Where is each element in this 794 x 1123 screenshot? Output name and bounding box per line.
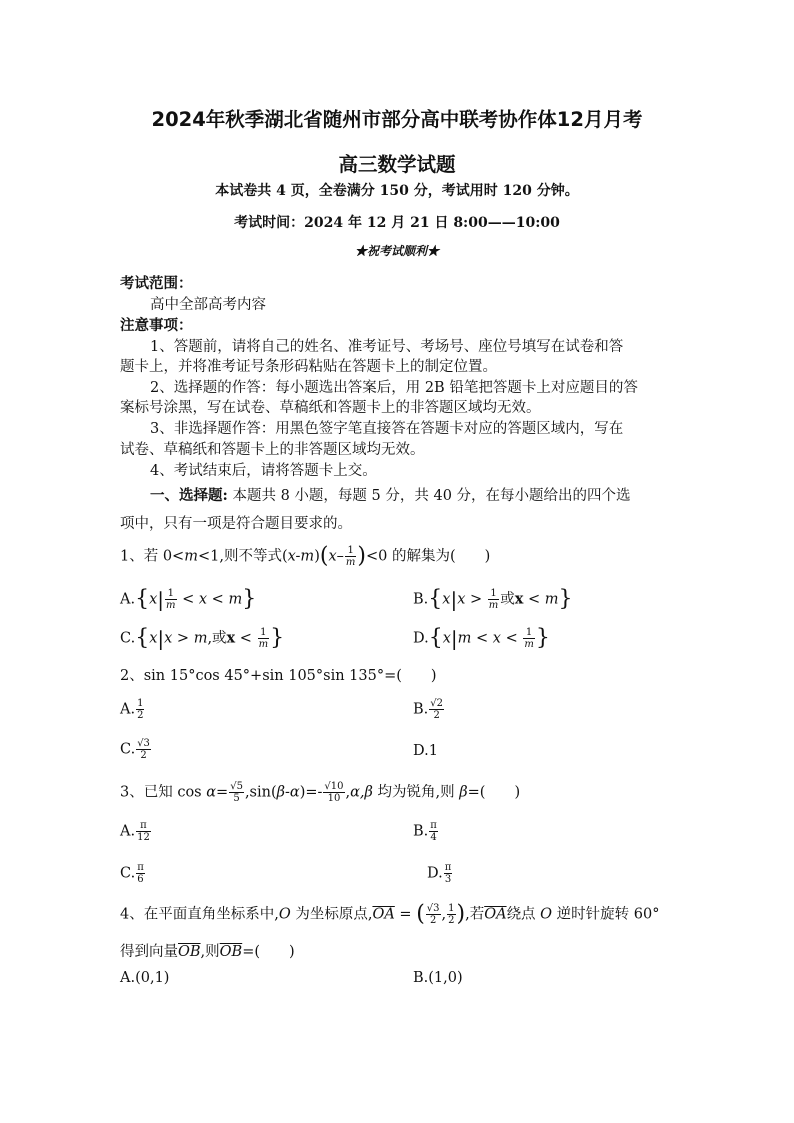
q1-option-a[interactable]: A.{x| $\frac{1}{m}$ < x < m} [120,586,257,612]
note-2-line-1: 2、选择题的作答：每小题选出答案后，用 2B 铅笔把答题卡上对应题目的答 [150,380,638,396]
q2-option-a[interactable]: A. $\frac{1}{2}$ [120,698,144,721]
q3-option-b[interactable]: B. $\frac{\pi}{4}$ [413,820,437,843]
q1-x: x [328,548,337,565]
q2-option-c[interactable]: C. $\frac{√3}{2}$ [120,738,150,761]
q1-stem-d: <0 的解集为( ) [365,548,491,565]
note-1-line-2: 题卡上，并将准考证号条形码粘贴在答题卡上的制定位置。 [120,359,497,375]
note-2-line-2: 案标号涂黑，写在试卷、草稿纸和答题卡上的非答题区域均无效。 [120,400,541,416]
scope-label: 考试范围： [120,275,193,292]
q3-option-c[interactable]: C. $\frac{\pi}{6}$ [120,862,144,885]
exam-info-line: 本试卷共 4 页，全卷满分 150 分，考试用时 120 分钟。 [215,183,579,199]
section1-text-1: 本题共 8 小题，每题 5 分，共 40 分，在每小题给出的四个选 [232,488,631,504]
q1-stem-b: <1,则不等式( [197,548,288,565]
scope-content: 高中全部高考内容 [150,297,266,313]
q4-stem-line-2: 得到向量$\overline{OB}$,则$\overline{OB}=$( ) [120,944,295,960]
q1-xm: x-m [287,548,315,565]
notes-label: 注意事项： [120,317,193,334]
q1-option-d[interactable]: D.{x|m < x < $\frac{1}{m}$ } [413,625,550,651]
q1-stem: 1、若 0<m<1,则不等式(x-m)(x– $\frac{1}{m}$ )<0 的解集为( ) [120,543,491,569]
q1-stem-c: ) [314,548,320,565]
q1-option-b[interactable]: B.{x|x > $\frac{1}{m}$ 或x < m} [413,586,573,612]
q1-option-c[interactable]: C.{x|x > m,或x < $\frac{1}{m}$ } [120,625,285,651]
section1-label: 一、选择题: [150,487,228,504]
q3-option-a[interactable]: A. $\frac{\pi}{12}$ [120,820,150,843]
q2-option-d[interactable]: D.1 [413,743,438,759]
q1-rparen: ) [357,543,366,569]
exam-wish-line: ★祝考试顺利★ [354,244,439,258]
note-1-line-1: 1、答题前，请将自己的姓名、准考证号、考场号、座位号填写在试卷和答 [150,339,624,355]
q4-stem-line-1: 4、在平面直角坐标系中,O 为坐标原点$,\overline{OA}$ = ( $\frac{√3}{2}$ , $\frac{1}{2}$ ),若$\overline{OA}$绕点 O 逆时针旋转 60° [120,901,660,927]
exam-title-line2: 高三数学试题 [338,153,456,176]
note-3-line-2: 试卷、草稿纸和答题卡上的非答题区域均无效。 [120,442,425,458]
note-4: 4、考试结束后，请将答题卡上交。 [150,463,377,479]
q1-frac-1-m: $\frac{1}{m}$ [345,545,356,568]
q3-stem: 3、已知 cos α= $\frac{√5}{5}$ ,sin(β-α)=- $\frac{√10}{10}$ ,α,β 均为锐角,则 β=( ) [120,781,521,804]
exam-title-line1: 2024年秋季湖北省随州市部分高中联考协作体12月月考 [151,108,643,131]
q4-option-b[interactable]: B.(1,0) [413,970,463,986]
q1-lparen: ( [319,543,329,569]
section1-line-1 [150,486,631,506]
q3-option-d[interactable]: D. $\frac{\pi}{3}$ [427,862,452,885]
note-3-line-1: 3、非选择题作答：用黑色签字笔直接答在答题卡对应的答题区域内，写在 [150,421,624,437]
q1-stem-a: 1、若 0< [120,548,185,565]
q2-stem: 2、sin 15°cos 45°+sin 105°sin 135°=( ) [120,668,437,684]
q1-m: m [184,548,198,565]
exam-time-line: 考试时间：2024 年 12 月 21 日 8:00——10:00 [234,215,560,231]
section1-line-2: 项中，只有一项是符合题目要求的。 [120,516,352,532]
q4-option-a[interactable]: A.(0,1) [120,970,170,986]
q2-option-b[interactable]: B. $\frac{√2}{2}$ [413,698,443,721]
